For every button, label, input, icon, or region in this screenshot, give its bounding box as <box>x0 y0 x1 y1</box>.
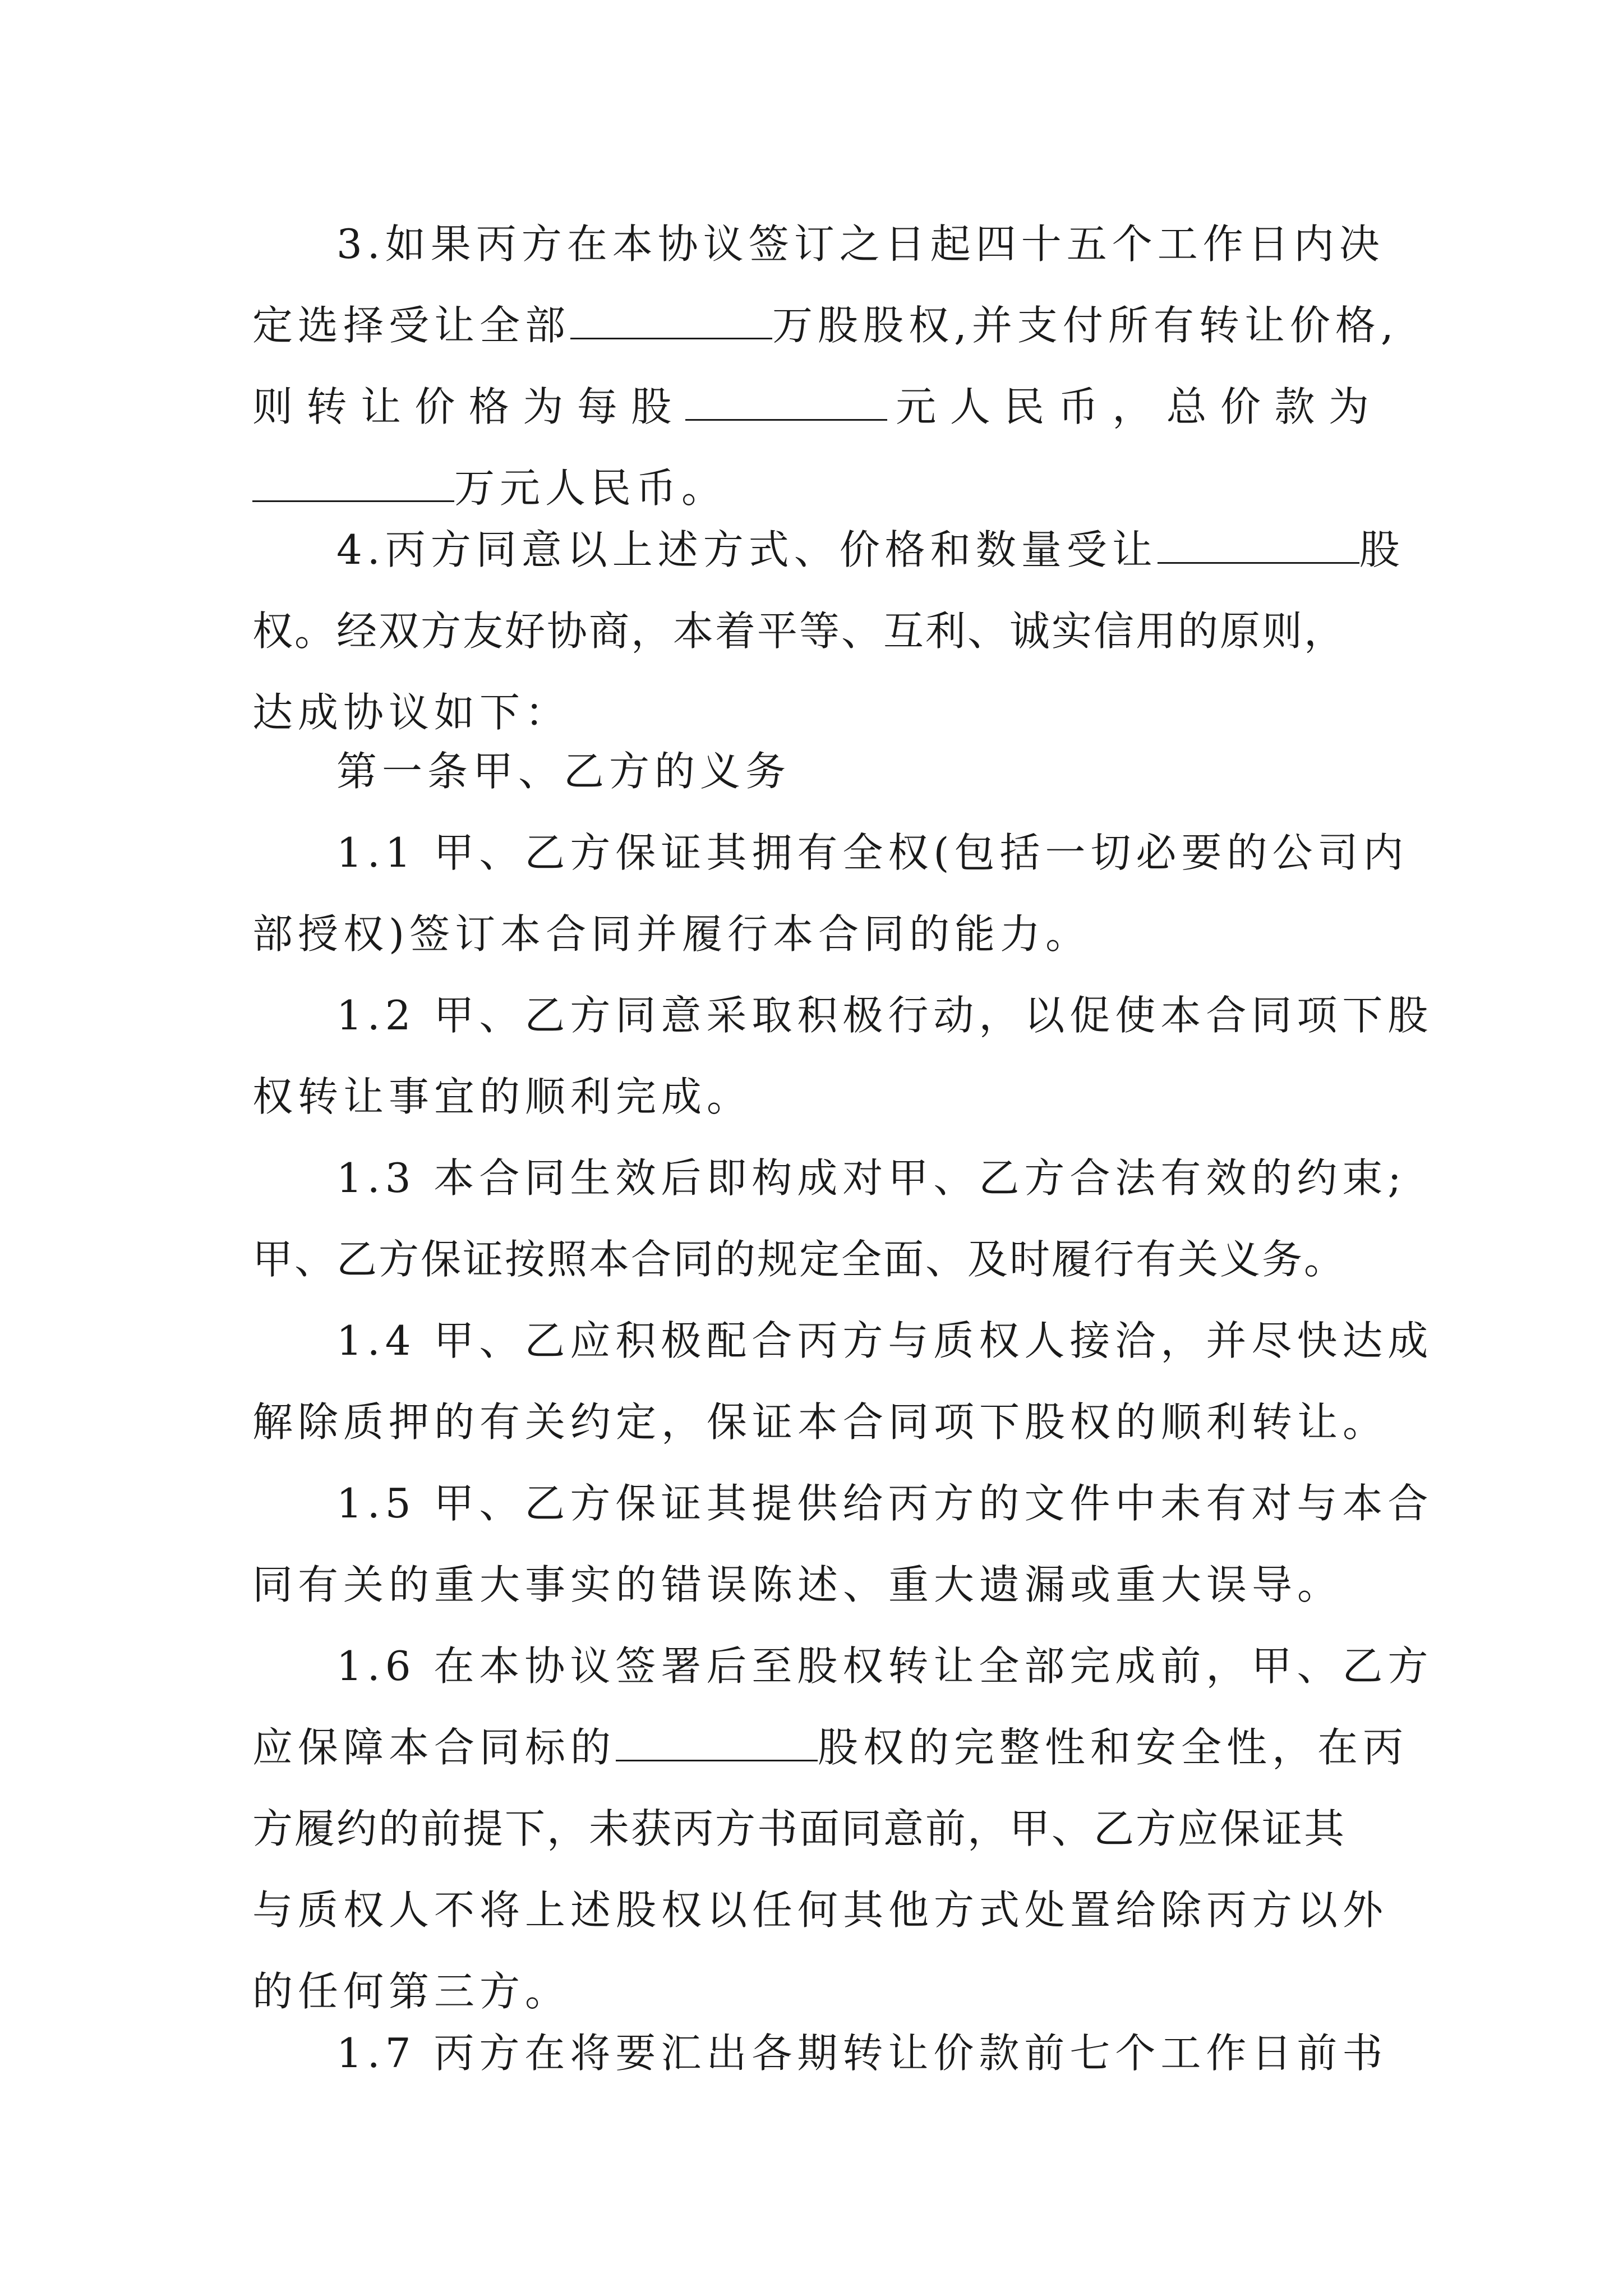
p3-line-2 <box>252 297 1399 353</box>
p3-line-3-text-b: 元人民币，总价款为 <box>887 383 1374 430</box>
clause-1-4-line-2: 解除质押的有关约定，保证本合同项下股权的顺利转让。 <box>252 1398 1389 1446</box>
clause-1-6-line-2 <box>252 1719 1409 1775</box>
fill-blank-subject-shares[interactable] <box>616 1727 818 1761</box>
clause-1-1-line-1: 1.1 甲、乙方保证其拥有全权(包括一切必要的公司内 <box>336 829 1409 876</box>
clause-1-3-line-1: 1.3 本合同生效后即构成对甲、乙方合法有效的约束; <box>336 1154 1407 1202</box>
p3-line-3-text-a: 则转让价格为每股 <box>252 383 685 430</box>
clause-1-5-line-2: 同有关的重大事实的错误陈述、重大遗漏或重大误导。 <box>252 1561 1343 1608</box>
clause-1-6-line-5: 的任何第三方。 <box>252 1968 571 2015</box>
clause-1-3-line-2: 甲、乙方保证按照本合同的规定全面、及时履行有关义务。 <box>252 1236 1347 1283</box>
p3-line-4-text: 万元人民币。 <box>454 464 727 512</box>
fill-blank-price-per-share[interactable] <box>685 386 887 421</box>
clause-1-6-line-4: 与质权人不将上述股权以任何其他方式处置给除丙方以外 <box>252 1887 1389 1934</box>
clause-1-7-line-1: 1.7 丙方在将要汇出各期转让价款前七个工作日前书 <box>336 2030 1388 2077</box>
clause-1-5-line-1: 1.5 甲、乙方保证其提供给丙方的文件中未有对与本合 <box>336 1480 1433 1527</box>
clause-1-1-line-2: 部授权)签订本合同并履行本合同的能力。 <box>252 910 1091 958</box>
fill-blank-total-price[interactable] <box>252 468 454 502</box>
clause-1-6-line-2-text-a: 应保障本合同标的 <box>252 1724 616 1771</box>
p3-line-4 <box>252 460 727 516</box>
clause-1-2-line-1: 1.2 甲、乙方同意采取积极行动，以促使本合同项下股 <box>336 992 1433 1039</box>
clause-1-6-line-3: 方履约的前提下，未获丙方书面同意前，甲、乙方应保证其 <box>252 1805 1347 1852</box>
fill-blank-shares[interactable] <box>570 305 772 339</box>
clause-1-2-line-2: 权转让事宜的顺利完成。 <box>252 1073 753 1120</box>
p4-line-2: 权。经双方友好协商，本着平等、互利、诚实信用的原则， <box>252 608 1347 655</box>
p4-line-1-text-a: 4.丙方同意以上述方式、价格和数量受让 <box>336 526 1158 573</box>
p3-line-1: 3.如果丙方在本协议签订之日起四十五个工作日内决 <box>336 220 1385 268</box>
p4-line-1 <box>336 522 1405 578</box>
article-1-title: 第一条甲、乙方的义务 <box>336 748 791 795</box>
fill-blank-transfer-shares[interactable] <box>1158 530 1359 564</box>
p3-line-2-text-b: 万股股权,并支付所有转让价格, <box>772 302 1399 349</box>
clause-1-6-line-1: 1.6 在本协议签署后至股权转让全部完成前，甲、乙方 <box>336 1642 1433 1690</box>
clause-1-4-line-1: 1.4 甲、乙应积极配合丙方与质权人接洽，并尽快达成 <box>336 1317 1433 1364</box>
p3-line-3 <box>252 379 1374 435</box>
p3-line-2-text-a: 定选择受让全部 <box>252 302 571 349</box>
p4-line-1-text-b: 股 <box>1359 526 1405 573</box>
clause-1-6-line-2-text-b: 股权的完整性和安全性，在丙 <box>818 1724 1409 1771</box>
p4-line-3: 达成协议如下： <box>252 689 571 736</box>
